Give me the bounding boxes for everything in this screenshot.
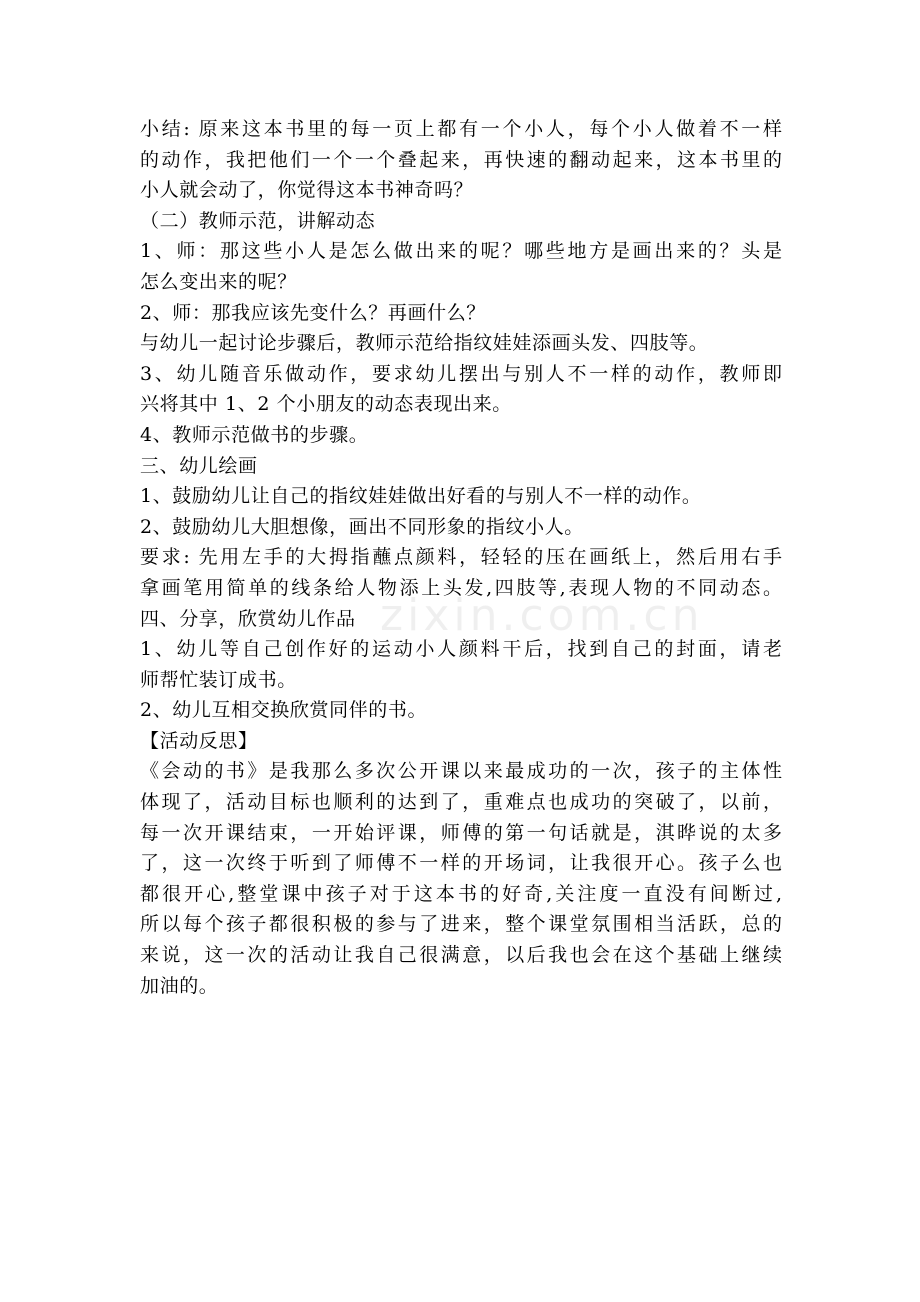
text-line: 要求: 先用左手的大拇指蘸点颜料，轻轻的压在画纸上，然后用右手 (140, 546, 782, 569)
text-line: 【活动反思】 (140, 729, 258, 752)
text-line: 三、幼儿绘画 (140, 454, 258, 477)
text-line: 2、鼓励幼儿大胆想像，画出不同形象的指纹小人。 (140, 515, 584, 538)
text-line: 都很开心,整堂课中孩子对于这本书的好奇,关注度一直没有间断过, (140, 882, 782, 905)
text-line: 1、鼓励幼儿让自己的指纹娃娃做出好看的与别人不一样的动作。 (140, 485, 702, 508)
text-line: 师帮忙装订成书。 (140, 668, 297, 691)
text-line: 1、师：那这些小人是怎么做出来的呢？哪些地方是画出来的？头是 (140, 240, 782, 263)
text-line: 加油的。 (140, 974, 219, 997)
watermark: zixin.com.cn (380, 590, 704, 641)
text-line: 所以每个孩子都很积极的参与了进来，整个课堂氛围相当活跃，总的 (140, 913, 782, 936)
document-page (140, 114, 782, 1001)
text-line: 小结: 原来这本书里的每一页上都有一个小人，每个小人做着不一样 (140, 118, 782, 140)
text-line: 来说，这一次的活动让我自己很满意，以后我也会在这个基础上继续 (140, 944, 782, 967)
text-line: 拿画笔用简单的线条给人物添上头发,四肢等,表现人物的不同动态。 (140, 576, 782, 599)
text-line: 四、分享，欣赏幼儿作品 (140, 607, 356, 630)
text-line: 了，这一次终于听到了师傅不一样的开场词，让我很开心。孩子么也 (140, 852, 782, 875)
text-line: 4、教师示范做书的步骤。 (140, 423, 369, 446)
text-line: 的动作，我把他们一个一个叠起来，再快速的翻动起来，这本书里的 (140, 148, 782, 171)
text-line: 《会动的书》是我那么多次公开课以来最成功的一次，孩子的主体性 (140, 760, 782, 783)
text-line: 小人就会动了，你觉得这本书神奇吗？ (140, 179, 474, 202)
text-line: 怎么变出来的呢？ (140, 270, 297, 293)
text-line: 2、幼儿互相交换欣赏同伴的书。 (140, 699, 428, 722)
text-line: 与幼儿一起讨论步骤后，教师示范给指纹娃娃添画头发、四肢等。 (140, 332, 709, 355)
text-line: 1、幼儿等自己创作好的运动小人颜料干后，找到自己的封面，请老 (140, 638, 782, 661)
text-line: 每一次开课结束，一开始评课，师傅的第一句话就是，淇晔说的太多 (140, 821, 782, 844)
text-line: 体现了，活动目标也顺利的达到了，重难点也成功的突破了，以前， (140, 791, 782, 814)
text-line: 3、幼儿随音乐做动作，要求幼儿摆出与别人不一样的动作，教师即 (140, 362, 782, 385)
text-line: （二）教师示范，讲解动态 (140, 209, 376, 232)
text-line: 2、师：那我应该先变什么？再画什么？ (140, 301, 486, 324)
text-line: 兴将其中 1、2 个小朋友的动态表现出来。 (140, 393, 512, 416)
